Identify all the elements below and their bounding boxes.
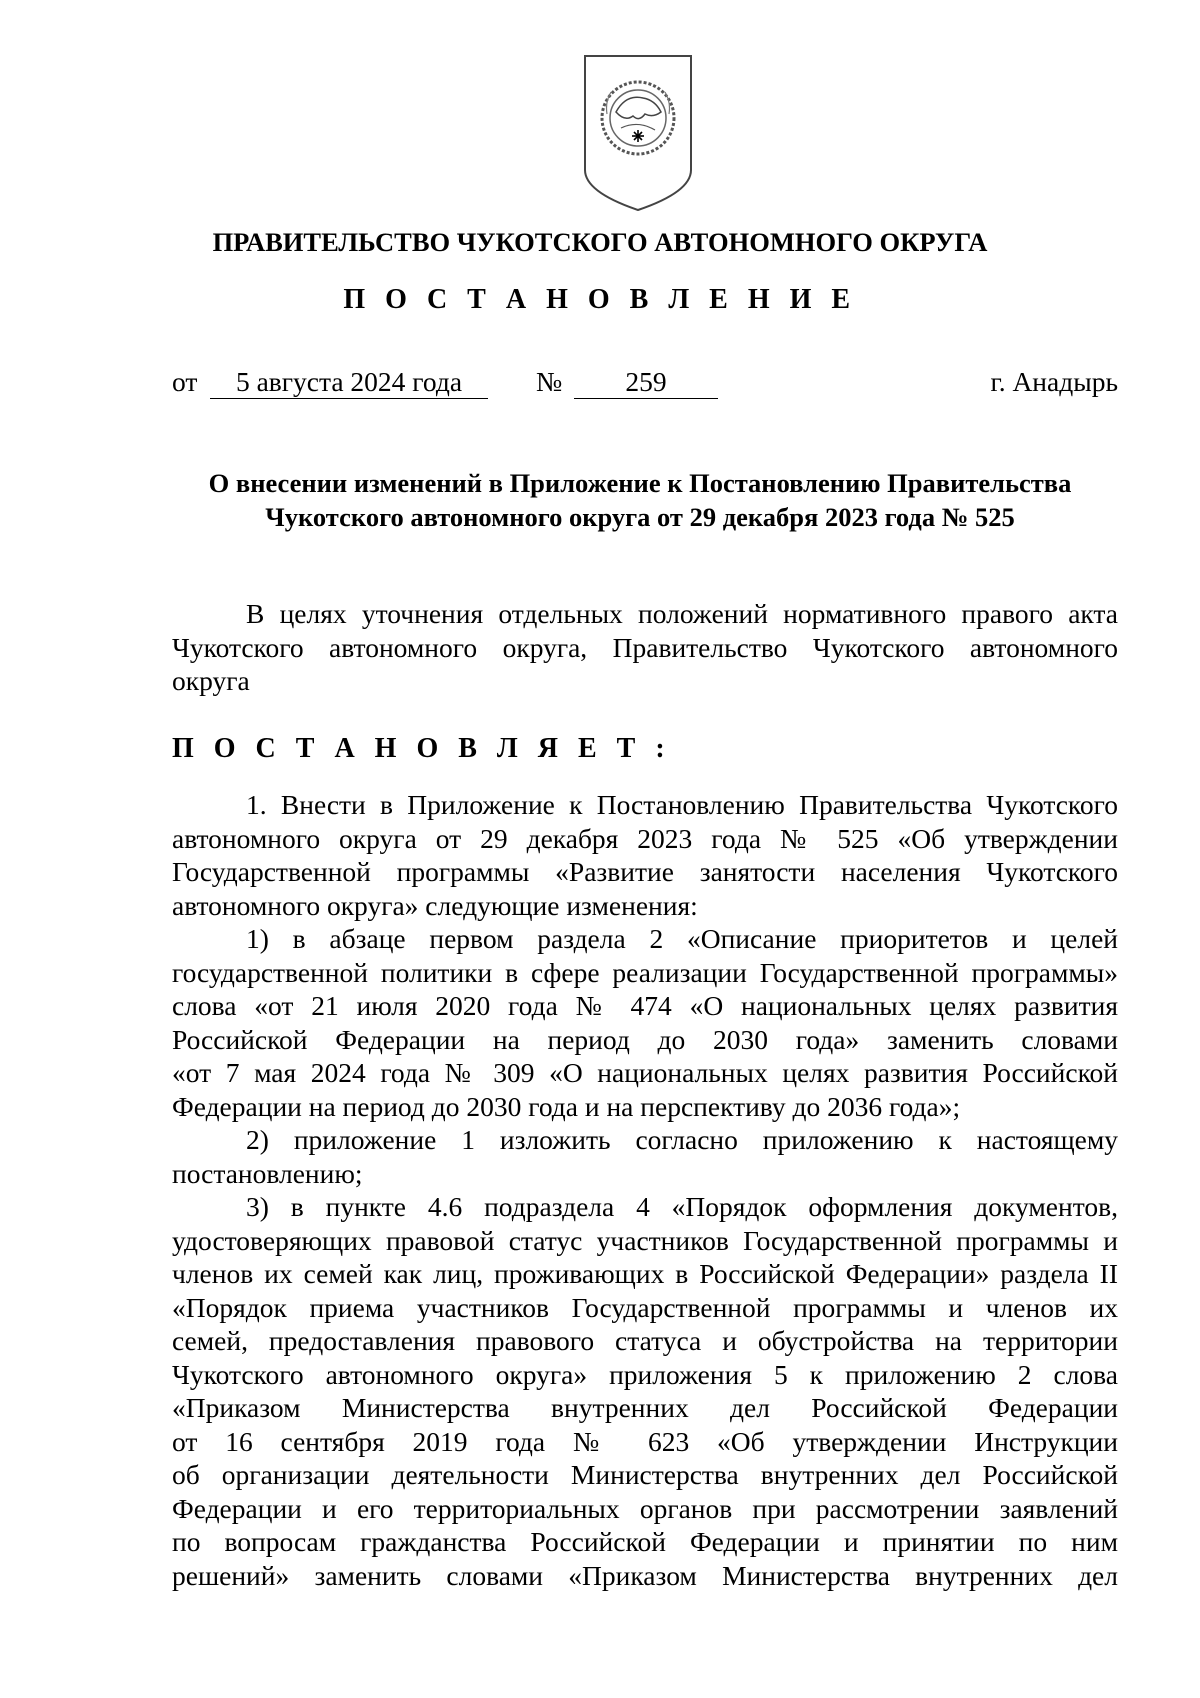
body-line: по вопросам гражданства Российской Федерации и принятии по ним bbox=[172, 1526, 1118, 1557]
body-line: постановлению; bbox=[172, 1157, 363, 1189]
body-line: «от 7 мая 2024 года № 309 «О национальных целях развития Российской bbox=[172, 1057, 1118, 1088]
subject-line: Чукотского автономного округа от 29 декабря 2023 года № 525 bbox=[265, 502, 1015, 532]
decree-heading: П О С Т А Н О В Л Я Е Т : bbox=[172, 733, 672, 764]
subject-line: О внесении изменений в Приложение к Постановлению Правительства bbox=[208, 468, 1072, 498]
body-text bbox=[172, 788, 1118, 1592]
body-line: автономного округа» следующие изменения: bbox=[172, 889, 698, 921]
body-line: государственной политики в сфере реализации Государственной программы» bbox=[172, 956, 1118, 988]
preamble-paragraph bbox=[172, 597, 1118, 698]
body-line: Чукотского автономного округа» приложения 5 к приложению 2 слова bbox=[172, 1358, 1118, 1390]
document-city: г. Анадырь bbox=[990, 366, 1118, 397]
body-line: Российской Федерации на период до 2030 года» заменить словами bbox=[172, 1023, 1118, 1055]
body-line: Государственной программы «Развитие занятости населения Чукотского bbox=[172, 856, 1118, 887]
organization-title: ПРАВИТЕЛЬСТВО ЧУКОТСКОГО АВТОНОМНОГО ОКРУГА bbox=[212, 227, 988, 257]
body-line: решений» заменить словами «Приказом Министерства внутренних дел bbox=[172, 1559, 1118, 1591]
body-line: от 16 сентября 2019 года № 623 «Об утверждении Инструкции bbox=[172, 1425, 1118, 1457]
document-type-title: П О С Т А Н О В Л Е Н И Е bbox=[343, 284, 857, 315]
preamble-line: Чукотского автономного округа, Правительство Чукотского автономного bbox=[172, 631, 1118, 663]
document-subject bbox=[150, 466, 1130, 534]
coat-of-arms-emblem bbox=[581, 52, 695, 212]
body-line: семей, предоставления правового статуса и обустройства на территории bbox=[172, 1325, 1118, 1356]
body-line: об организации деятельности Министерства внутренних дел Российской bbox=[172, 1459, 1118, 1490]
body-line: Федерации и его территориальных органов при рассмотрении заявлений bbox=[172, 1492, 1118, 1524]
body-line: слова «от 21 июля 2020 года № 474 «О национальных целях развития bbox=[172, 990, 1118, 1021]
preamble-line: В целях уточнения отдельных положений нормативного правого акта bbox=[246, 598, 1118, 629]
document-number: 259 bbox=[574, 366, 718, 399]
body-line: 3) в пункте 4.6 подраздела 4 «Порядок оформления документов, bbox=[246, 1191, 1118, 1222]
body-line: 2) приложение 1 изложить согласно приложению к настоящему bbox=[246, 1124, 1118, 1155]
date-prefix-label: от bbox=[172, 366, 198, 397]
body-line: Федерации на период до 2030 года и на перспективу до 2036 года»; bbox=[172, 1090, 961, 1122]
body-line: автономного округа от 29 декабря 2023 года № 525 «Об утверждении bbox=[172, 822, 1118, 854]
number-label: № bbox=[536, 366, 563, 397]
preamble-line: округа bbox=[172, 665, 250, 696]
body-line: 1) в абзаце первом раздела 2 «Описание приоритетов и целей bbox=[246, 923, 1118, 954]
body-line: «Приказом Министерства внутренних дел Российской Федерации bbox=[172, 1392, 1118, 1423]
body-line: членов их семей как лиц, проживающих в Российской Федерации» раздела II bbox=[172, 1258, 1118, 1289]
body-line: удостоверяющих правовой статус участников Государственной программы и bbox=[172, 1224, 1118, 1256]
body-line: «Порядок приема участников Государственной программы и членов их bbox=[172, 1291, 1118, 1323]
body-line: 1. Внести в Приложение к Постановлению Правительства Чукотского bbox=[246, 789, 1118, 820]
document-date: 5 августа 2024 года bbox=[210, 366, 488, 399]
